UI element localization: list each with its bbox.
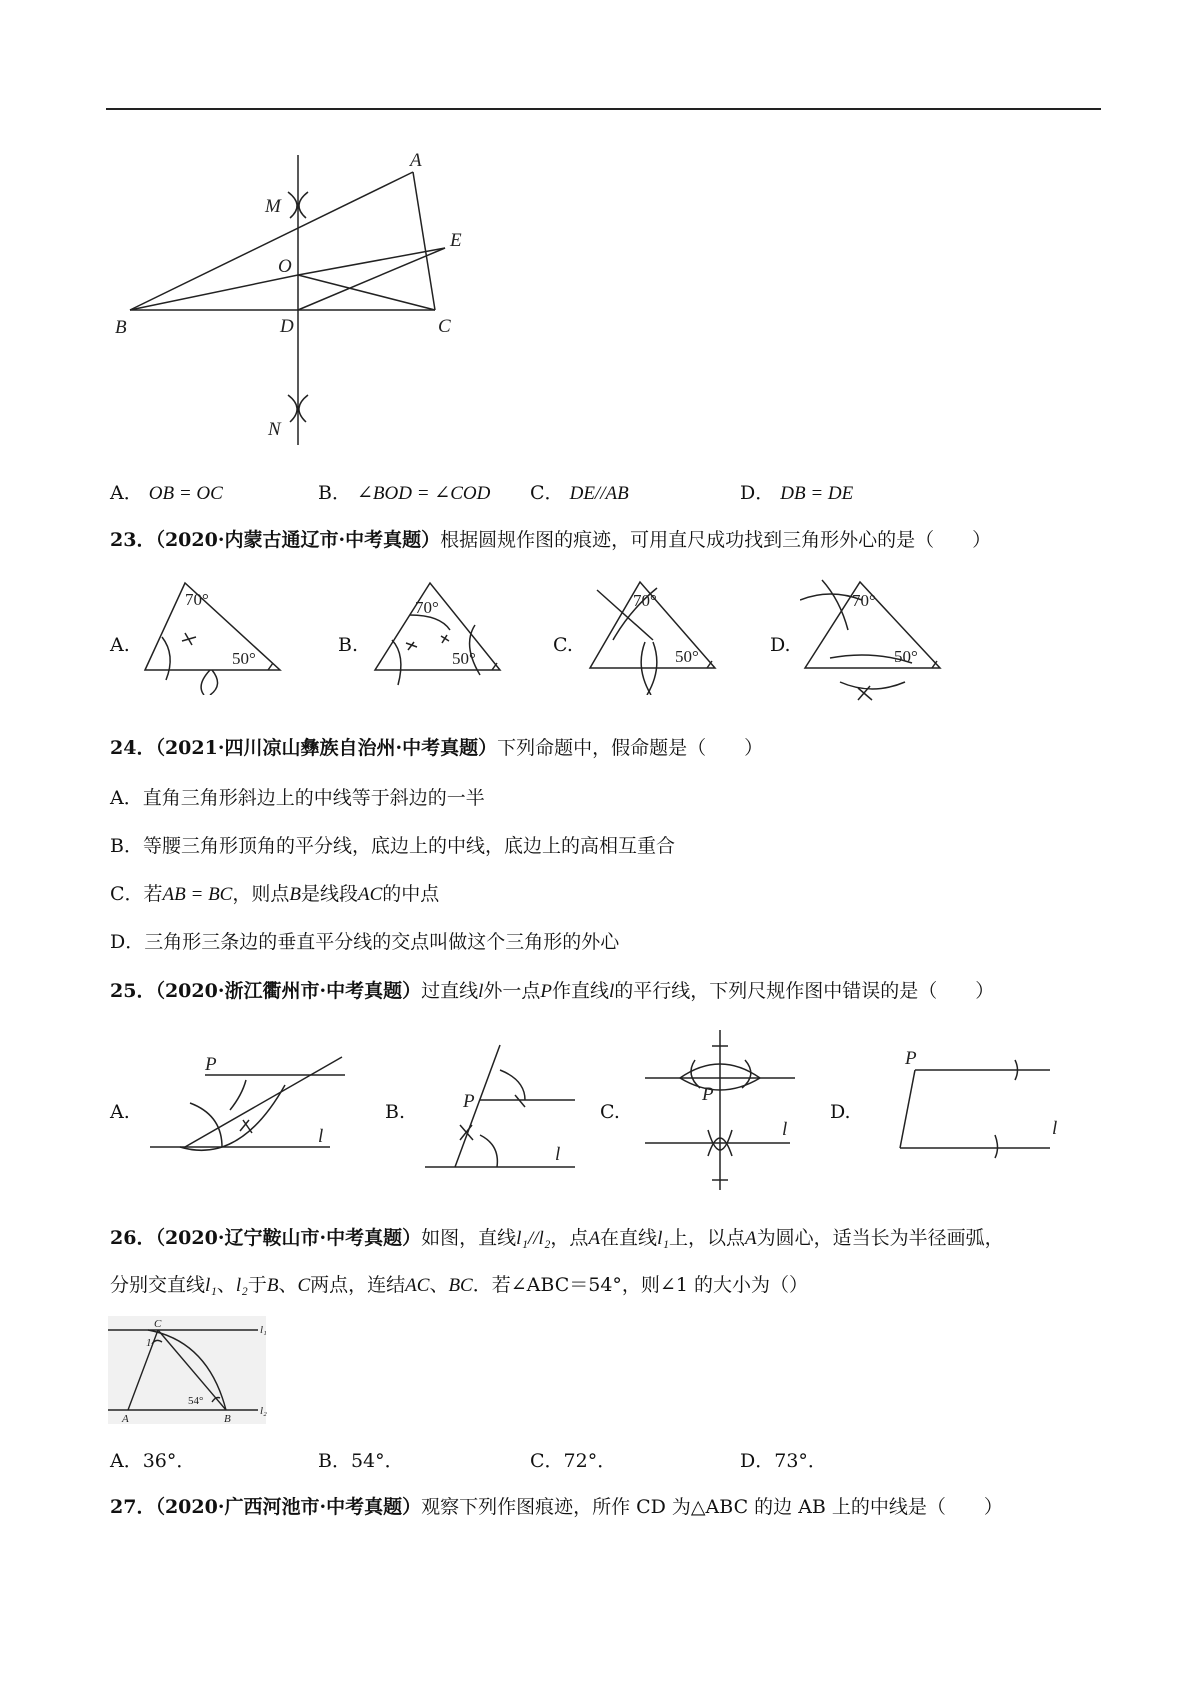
q26-stem-line1: 26．（2020·辽宁鞍山市·中考真题）如图，直线l₁//l₂，点A在直线l₁上，以点A为圆心，适当长为半径画弧， bbox=[110, 1227, 1004, 1249]
q24-option-a: A．直角三角形斜边上的中线等于斜边的一半 bbox=[110, 787, 485, 809]
q23-figure-c bbox=[585, 570, 730, 695]
q23-stem: 23．（2020·内蒙古通辽市·中考真题）根据圆规作图的痕迹，可用直尺成功找到三角形外心的是（ ） bbox=[110, 529, 992, 551]
q22-option-d: D． DB = DE bbox=[740, 482, 854, 504]
q26-label-b: B bbox=[224, 1413, 231, 1425]
q26-option-b: B．54°． bbox=[318, 1450, 404, 1472]
q24-option-c: C．若AB = BC，则点B是线段AC的中点 bbox=[110, 883, 440, 905]
q22-figure bbox=[110, 150, 530, 450]
q25-option-d-label: D. bbox=[830, 1101, 851, 1123]
q25-figure-b bbox=[425, 1035, 585, 1175]
q25b-label-l: l bbox=[555, 1144, 561, 1165]
q22-label-c: C bbox=[438, 316, 451, 337]
q25-figure-c bbox=[640, 1030, 800, 1190]
q23-option-a-label: A. bbox=[110, 634, 130, 656]
q22-option-c: C． DE//AB bbox=[530, 482, 629, 504]
q23-figure-b bbox=[370, 575, 515, 695]
q25d-label-l: l bbox=[1052, 1118, 1058, 1139]
q23c-angle-top: 70° bbox=[633, 591, 657, 610]
q25d-label-p: P bbox=[905, 1050, 917, 1069]
q25a-label-l: l bbox=[318, 1126, 324, 1147]
q22-label-b: B bbox=[115, 317, 127, 338]
q26-label-1: 1 bbox=[146, 1337, 152, 1349]
q23-option-d-label: D. bbox=[770, 634, 791, 656]
q25-figure-d bbox=[870, 1050, 1070, 1160]
q24-option-b: B．等腰三角形顶角的平分线，底边上的中线，底边上的高相互重合 bbox=[110, 835, 675, 857]
q25a-label-p: P bbox=[205, 1054, 217, 1075]
q24-option-d: D．三角形三条边的垂直平分线的交点叫做这个三角形的外心 bbox=[110, 931, 620, 953]
q25c-label-l: l bbox=[782, 1119, 788, 1140]
q23-option-b-label: B. bbox=[338, 634, 359, 656]
q23b-angle-top: 70° bbox=[415, 598, 439, 617]
q22-label-n: N bbox=[268, 419, 281, 440]
q26-label-54: 54° bbox=[188, 1395, 204, 1407]
q26-option-c: C．72°． bbox=[530, 1450, 617, 1472]
q23-figure-a bbox=[140, 575, 285, 695]
q25-stem: 25．（2020·浙江衢州市·中考真题）过直线l外一点P作直线l的平行线，下列尺规作图中错误的是（ ） bbox=[110, 980, 995, 1002]
q25-figure-a bbox=[150, 1045, 350, 1160]
q23d-angle-right: 50° bbox=[894, 647, 918, 666]
q26-figure bbox=[108, 1316, 268, 1426]
q26-option-d: D．73°． bbox=[740, 1450, 827, 1472]
q25b-label-p: P bbox=[463, 1091, 475, 1112]
q22-label-m: M bbox=[265, 196, 281, 217]
q26-label-c: C bbox=[154, 1318, 162, 1330]
q23-figure-d bbox=[800, 570, 950, 705]
q22-option-b: B． ∠BOD = ∠COD bbox=[318, 482, 491, 504]
q25c-label-p: P bbox=[702, 1084, 714, 1105]
q24-stem: 24．（2021·四川凉山彝族自治州·中考真题）下列命题中，假命题是（ ） bbox=[110, 737, 764, 759]
q26-label-a: A bbox=[122, 1413, 129, 1425]
q23a-angle-right: 50° bbox=[232, 649, 256, 668]
q23c-angle-right: 50° bbox=[675, 647, 699, 666]
q26-label-l2: l₂ bbox=[260, 1405, 267, 1417]
q26-option-a: A．36°． bbox=[110, 1450, 196, 1472]
q22-label-d: D bbox=[280, 316, 294, 337]
q27-stem: 27．（2020·广西河池市·中考真题）观察下列作图痕迹，所作 CD 为△ABC 的边 AB 上的中线是（ ） bbox=[110, 1496, 1003, 1518]
q22-label-e: E bbox=[450, 230, 462, 251]
q23-option-c-label: C. bbox=[553, 634, 573, 656]
header-rule bbox=[106, 108, 1101, 110]
q22-option-a: A． OB = OC bbox=[110, 482, 223, 504]
q22-label-a: A bbox=[410, 150, 422, 171]
q25-option-b-label: B. bbox=[385, 1101, 406, 1123]
q25-option-a-label: A. bbox=[110, 1101, 130, 1123]
q25-option-c-label: C. bbox=[600, 1101, 620, 1123]
q26-label-l1-top: l₁ bbox=[260, 1324, 267, 1336]
q23d-angle-top: 70° bbox=[852, 591, 876, 610]
q26-stem-line2: 分别交直线l₁、l₂于B、C两点，连结AC、BC．若∠ABC＝54°，则∠1 的大小为（） bbox=[110, 1274, 808, 1296]
q23a-angle-top: 70° bbox=[185, 590, 209, 609]
q23b-angle-right: 50° bbox=[452, 649, 476, 668]
q22-label-o: O bbox=[278, 256, 292, 277]
